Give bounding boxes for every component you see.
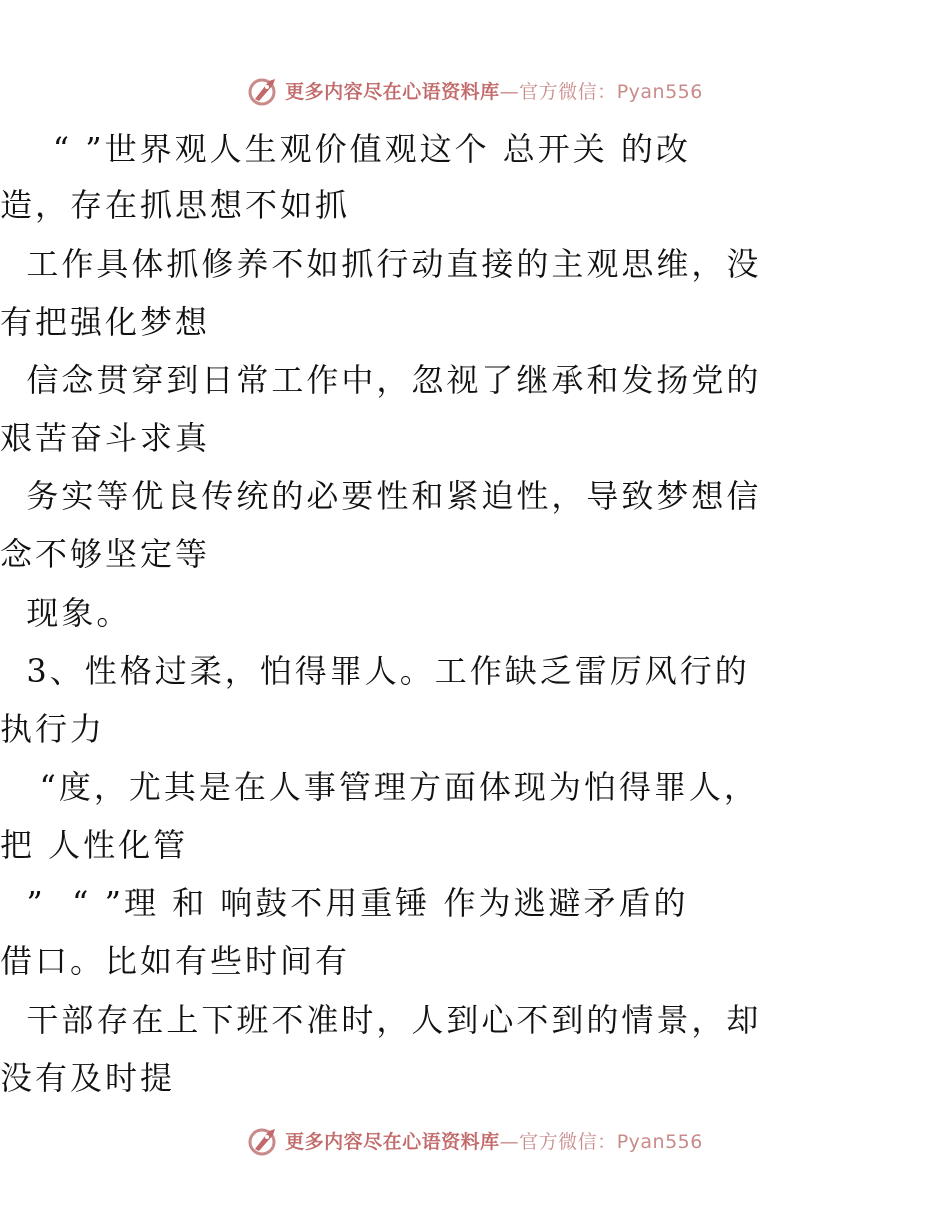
body-line: 信念贯穿到日常工作中，忽视了继承和发扬党的 xyxy=(0,361,762,399)
footer-text xyxy=(285,1127,703,1154)
body-line: 3、性格过柔，怕得罪人。工作缺乏雷厉风行的 xyxy=(0,652,750,690)
pen-nib-logo-icon xyxy=(247,73,281,107)
body-line: 有把强化梦想 xyxy=(0,303,211,341)
header-wechat-label: 官方微信： xyxy=(519,80,617,103)
body-line: “度，尤其是在人事管理方面体现为怕得罪人， xyxy=(0,768,759,806)
body-line: 工作具体抓修养不如抓行动直接的主观思维，没 xyxy=(0,245,762,283)
body-line: 没有及时提 xyxy=(0,1059,176,1097)
pen-nib-logo-icon xyxy=(247,1123,281,1157)
header-separator: — xyxy=(499,80,520,103)
footer-wechat-id: Pyan556 xyxy=(616,1130,703,1153)
header-text xyxy=(285,77,703,104)
footer-watermark xyxy=(0,1120,950,1160)
body-line: “ ”世界观人生观价值观这个 总开关 的改 xyxy=(0,130,691,168)
body-line: ” “ ”理 和 响鼓不用重锤 作为逃避矛盾的 xyxy=(0,884,689,922)
header-brand: 更多内容尽在心语资料库 xyxy=(285,80,500,103)
body-line: 造，存在抓思想不如抓 xyxy=(0,186,351,224)
body-line: 干部存在上下班不准时，人到心不到的情景，却 xyxy=(0,1001,762,1039)
body-line: 借口。比如有些时间有 xyxy=(0,942,351,980)
body-line: 艰苦奋斗求真 xyxy=(0,419,211,457)
footer-separator: — xyxy=(499,1130,520,1153)
body-line: 务实等优良传统的必要性和紧迫性，导致梦想信 xyxy=(0,477,762,515)
body-line: 把 人性化管 xyxy=(0,826,189,864)
body-line: 执行力 xyxy=(0,710,106,748)
header-watermark xyxy=(0,70,950,110)
body-line: 念不够坚定等 xyxy=(0,535,211,573)
footer-wechat-label: 官方微信： xyxy=(519,1130,617,1153)
body-line: 现象。 xyxy=(0,594,132,632)
header-wechat-id: Pyan556 xyxy=(616,80,703,103)
footer-brand: 更多内容尽在心语资料库 xyxy=(285,1130,500,1153)
